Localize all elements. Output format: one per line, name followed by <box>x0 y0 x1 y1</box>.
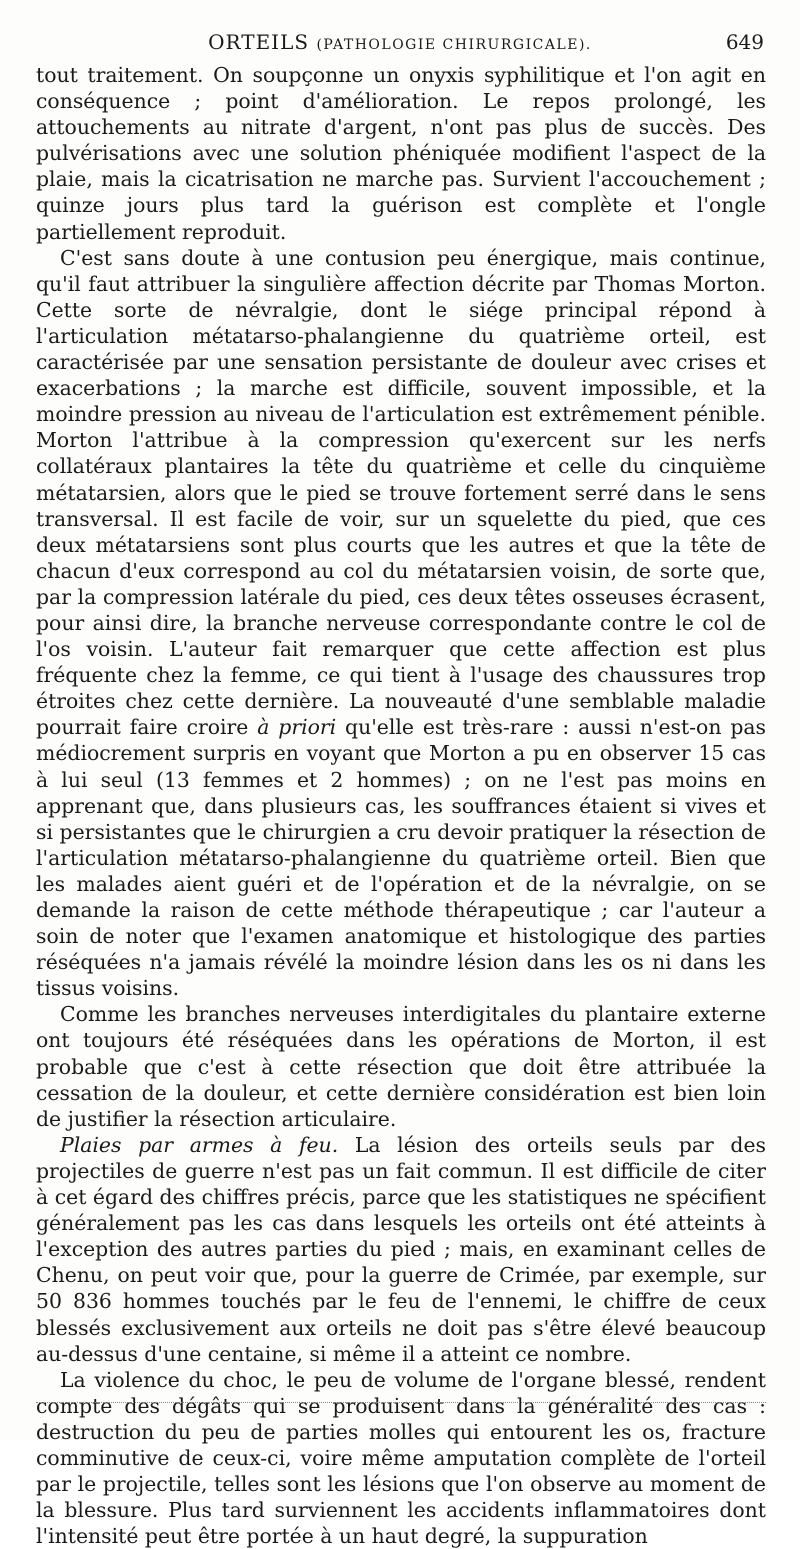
running-title-main: ORTEILS <box>208 30 310 54</box>
paragraph <box>36 245 766 1002</box>
italic-phrase: à priori <box>257 715 337 740</box>
paragraph-text: La violence du choc, le peu de volume de l'organe blessé, rendent compte des dégâts qui se produisent dans la généralité des cas : destruction du peu de parties molles qui entourent les os, fracture comminutive de ceux-ci, voire même amputation complète de l'orteil par le projectile, telles sont les lésions que l'on observe au moment de la blessure. Plus tard surviennent les accidents inflammatoires dont l'intensité peut être portée à un haut degré, la suppuration <box>36 1367 766 1549</box>
page-number: 649 <box>725 30 764 54</box>
paragraph <box>36 1001 766 1131</box>
paragraph-text: tout traitement. On soupçonne un onyxis syphilitique et l'on agit en conséquence ; point d'amélioration. Le repos prolongé, les attouchements au nitrate d'argent, n'ont pas plus de succès. Des pulvérisations avec une solution phéniquée modifient l'aspect de la plaie, mais la cicatrisation ne marche pas. Survient l'accouchement ; quinze jours plus tard la guérison est complète et l'ongle partiellement reproduit. <box>36 63 766 244</box>
paragraph-text: qu'elle est très-rare : aussi n'est-on pas médiocrement surpris en voyant que Morton a pu en observer 15 cas à lui seul (13 femmes et 2 hommes) ; on ne l'est pas moins en apprenant que, dans plusieurs cas, les souffrances étaient si vives et si persistantes que le chirurgien a cru devoir pratiquer la résection de l'articulation métatarso-phalangienne du quatrième orteil. Bien que les malades aient guéri et de l'opération et de la névralgie, on se demande la raison de cette méthode thérapeutique ; car l'auteur a soin de noter que l'examen anatomique et histologique des parties réséquées n'a jamais révélé la moindre lésion dans les os ni dans les tissus voisins. <box>36 715 766 1001</box>
paragraph-text: La lésion des orteils seuls par des projectiles de guerre n'est pas un fait commun. Il est difficile de citer à cet égard des chiffres précis, parce que les statistiques ne spécifient généralement pas les cas dans lesquels les orteils ont été atteints à l'exception des autres parties du pied ; mais, en examinant celles de Chenu, on peut voir que, pour la guerre de Crimée, par exemple, sur 50 836 hommes touchés par le feu de l'ennemi, le chiffre de ceux blessés exclusivement aux orteils ne doit pas s'être élevé beaucoup au-dessus d'une centaine, si même il a atteint ce nombre. <box>36 1132 766 1366</box>
paragraph-text: C'est sans doute à une contusion peu énergique, mais continue, qu'il faut attribuer la singulière affection décrite par Thomas Morton. Cette sorte de névralgie, dont le siége principal répond à l'articulation métatarso-phalangienne du quatrième orteil, est caractérisée par une sensation persistante de douleur avec crises et exacerbations ; la marche est difficile, souvent impossible, et la moindre pression au niveau de l'articulation est extrêmement pénible. Morton l'attribue à la compression qu'exercent sur les nerfs collatéraux plantaires la tête du quatrième et celle du cinquième métatarsien, alors que le pied se trouve fortement serré dans le sens transversal. Il est facile de voir, sur un squelette du pied, que ces deux métatarsiens sont plus courts que les autres et que la tête de chacun d'eux correspond au col du métatarsien voisin, de sorte que, par la compression latérale du pied, ces deux têtes osseuses écrasent, pour ainsi dire, la branche nerveuse correspondante contre le col de l'os voisin. L'auteur fait remarquer que cette affection est plus fréquente chez la femme, ce qui tient à l'usage des chaussures trop étroites chez cette dernière. La nouveauté d'une semblable maladie pourrait faire croire <box>36 245 766 740</box>
paragraph <box>36 1367 766 1549</box>
body-text <box>36 62 766 1549</box>
running-header <box>36 30 764 58</box>
running-title-sub: (PATHOLOGIE CHIRURGICALE). <box>316 37 592 53</box>
running-title <box>36 30 764 54</box>
paragraph-text: Comme les branches nerveuses interdigitales du plantaire externe ont toujours été réséquées dans les opérations de Morton, il est probable que c'est à cette résection que doit être attribuée la cessation de la douleur, et cette dernière considération est bien loin de justifier la résection articulaire. <box>36 1002 766 1131</box>
bottom-divider <box>36 1402 766 1403</box>
section-heading-italic: Plaies par armes à feu. <box>60 1132 339 1157</box>
paragraph <box>36 1132 766 1367</box>
paragraph <box>36 62 766 245</box>
